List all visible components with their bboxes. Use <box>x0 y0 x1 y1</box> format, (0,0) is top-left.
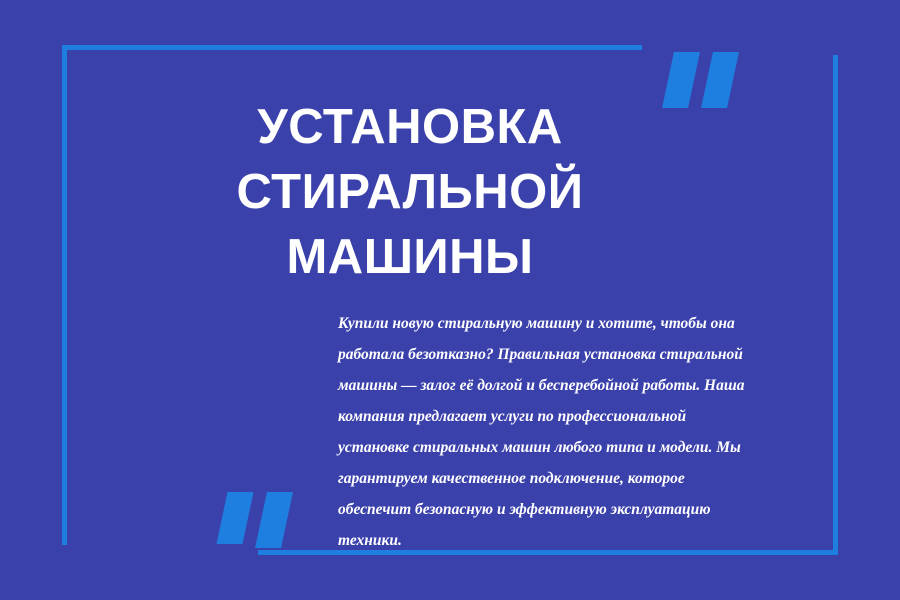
poster-title-line-2: СТИРАЛЬНОЙ <box>236 164 584 219</box>
quote-bar <box>255 492 293 548</box>
quote-bar <box>701 52 739 108</box>
quote-mark-icon-bottom <box>222 492 287 548</box>
poster-body-text: Купили новую стиральную машину и хотите, чтобы она работала безотказно? Правильная установка стиральной машины — залог её долгой и бесперебойной работы. Наша компания предлагает услуги по профессиональной установке стиральных машин любого типа и модели. Мы гарантируем качественное подключение, которое обеспечит безопасную и эффективную эксплуатацию техники. <box>338 314 745 549</box>
quote-bar <box>216 492 253 544</box>
quote-mark-icon-top <box>668 52 733 108</box>
poster-title-line-1: УСТАНОВКА <box>257 99 563 154</box>
poster-title-line-3: МАШИНЫ <box>286 230 534 285</box>
poster-title <box>150 95 670 290</box>
